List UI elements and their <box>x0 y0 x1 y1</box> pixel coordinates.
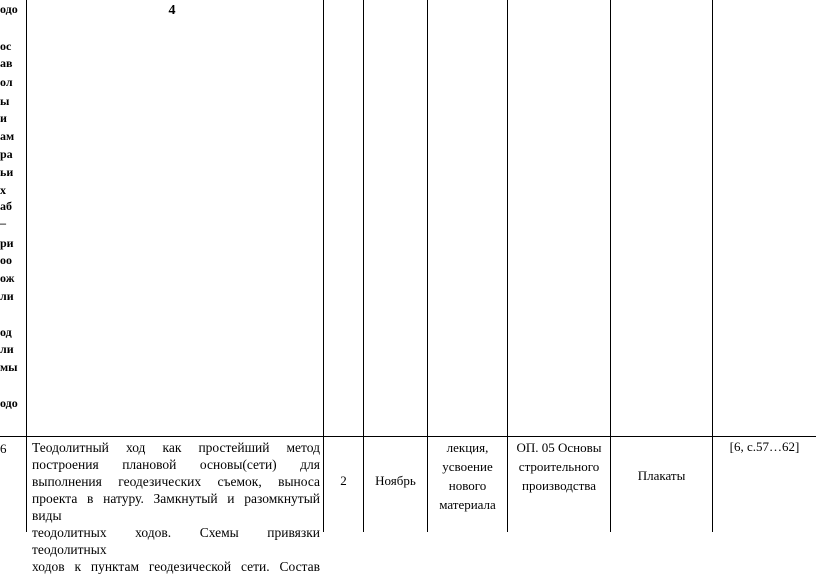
topic-text <box>32 439 320 575</box>
cut-text-fragment: од <box>0 325 12 339</box>
column-border <box>26 0 27 532</box>
topic-line: ходов к пунктам геодезической сети. Состав <box>32 559 320 574</box>
cut-text-fragment: ы <box>0 94 10 108</box>
cut-text-fragment: ам <box>0 129 15 143</box>
cut-text-fragment: ос <box>0 39 12 53</box>
cut-text-fragment: оо <box>0 253 12 267</box>
column-border <box>610 0 611 532</box>
topic-line: построения плановой основы(сети) для <box>32 457 320 472</box>
column-number: 4 <box>168 3 176 18</box>
cut-text-fragment: ли <box>0 342 14 356</box>
cut-text-fragment: ьи <box>0 165 14 179</box>
cut-text-fragment: и <box>0 111 7 125</box>
cut-text-fragment: х <box>0 183 6 197</box>
cut-text-fragment: ав <box>0 56 13 70</box>
lesson-type-cell <box>428 438 507 514</box>
topic-line: выполнения геодезических съемок, выноса <box>32 474 320 489</box>
links-line: ОП. 05 Основы <box>516 440 602 455</box>
topic-line: проекта в натуру. Замкнутый и разомкнутый виды <box>32 491 320 523</box>
lesson-type-line: нового <box>448 478 487 493</box>
cut-text-fragment: мы <box>0 360 18 374</box>
topic-line: Теодолитный ход как простейший метод <box>32 440 320 455</box>
cut-text-fragment: ри <box>0 236 14 250</box>
lesson-type-line: лекция, <box>446 440 489 455</box>
topic-line: теодолитных ходов. Схемы привязки теодолитных <box>32 525 320 557</box>
row-number: 6 <box>0 441 7 456</box>
month-cell: Ноябрь <box>375 473 416 488</box>
links-cell <box>508 438 610 495</box>
cut-text-fragment: ож <box>0 271 15 285</box>
column-border <box>323 0 324 532</box>
cut-text-fragment: ра <box>0 147 13 161</box>
cut-text-fragment: – <box>0 216 6 230</box>
cut-text-fragment: ол <box>0 75 13 89</box>
lesson-type-line: материала <box>439 497 496 512</box>
cut-text-fragment: аб <box>0 199 12 213</box>
cut-text-fragment: одо <box>0 396 18 410</box>
cut-text-fragment: ли <box>0 289 14 303</box>
hours-cell: 2 <box>340 473 347 488</box>
cut-text-fragment: одо <box>0 2 18 16</box>
lesson-type-line: усвоение <box>442 459 493 474</box>
literature-cell: [6, с.57…62] <box>729 439 800 454</box>
links-line: производства <box>521 478 597 493</box>
visual-aids-cell: Плакаты <box>637 468 686 483</box>
column-border <box>363 0 364 532</box>
row-border <box>0 436 816 437</box>
links-line: строительного <box>518 459 600 474</box>
